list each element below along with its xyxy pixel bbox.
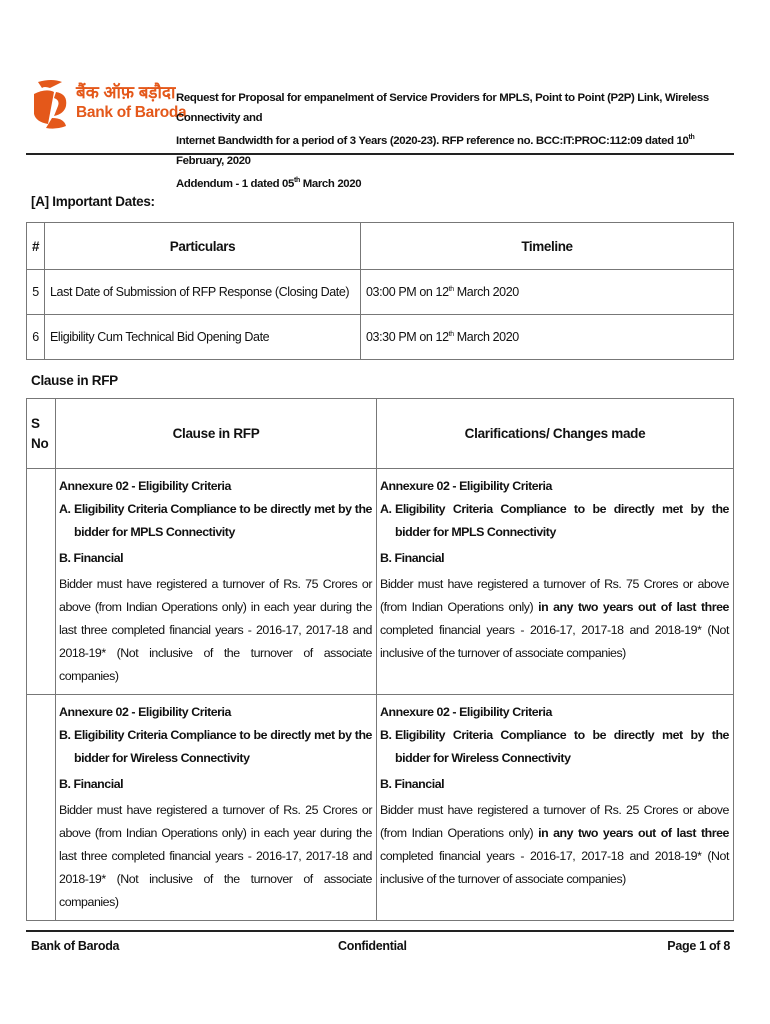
row-particular: Eligibility Cum Technical Bid Opening Date — [45, 315, 361, 360]
document-header — [176, 88, 732, 194]
clause-caption: Clause in RFP — [31, 373, 118, 388]
row-timeline: 03:30 PM on 12th March 2020 — [361, 315, 734, 360]
clause-table — [26, 398, 734, 921]
row-num: 6 — [27, 315, 45, 360]
table-header-row — [27, 399, 734, 469]
header-line-1: Request for Proposal for empanelment of Service Providers for MPLS, Point to Point (P2P) Link, Wireless Connectivity and — [176, 92, 709, 124]
table-row — [27, 270, 734, 315]
col-header-num: # — [27, 223, 45, 270]
footer-confidential: Confidential — [338, 939, 407, 953]
important-dates-title: [A] Important Dates: — [31, 194, 155, 209]
col-header-clause: Clause in RFP — [56, 399, 377, 469]
row-sno — [27, 469, 56, 695]
bank-of-baroda-logo-icon — [32, 78, 70, 130]
table-row — [27, 315, 734, 360]
header-line-2: Internet Bandwidth for a period of 3 Years (2020-23). RFP reference no. BCC:IT:PROC:112:09 dated 10th February, 2020 — [176, 134, 695, 167]
row-timeline: 03:00 PM on 12th March 2020 — [361, 270, 734, 315]
table-header-row — [27, 223, 734, 270]
footer-page-number: Page 1 of 8 — [667, 939, 730, 953]
row-particular: Last Date of Submission of RFP Response (Closing Date) — [45, 270, 361, 315]
header-divider — [26, 153, 734, 155]
clause-original: Annexure 02 - Eligibility Criteria B. Eligibility Criteria Compliance to be directly met by the bidder for Wireless Connectivity B. Financial Bidder must have registered a turnover of Rs. 25 Crores or above (from Indian Operations only) in each year during the last three completed financial years - 2016-17, 2017-18 and 2018-19* (Not inclusive of the turnover of associate companies) — [56, 695, 377, 921]
footer-bank-name: Bank of Baroda — [31, 939, 120, 953]
clause-original: Annexure 02 - Eligibility Criteria A. Eligibility Criteria Compliance to be directly met by the bidder for MPLS Connectivity B. Financial Bidder must have registered a turnover of Rs. 75 Crores or above (from Indian Operations only) in each year during the last three completed financial years - 2016-17, 2017-18 and 2018-19* (Not inclusive of the turnover of associate companies) — [56, 469, 377, 695]
bank-name-hindi: बैंक ऑफ़ बड़ौदा — [76, 83, 176, 102]
bank-logo — [32, 78, 187, 130]
important-dates-table — [26, 222, 734, 360]
col-header-changes: Clarifications/ Changes made — [377, 399, 734, 469]
clause-change: Annexure 02 - Eligibility Criteria A. Eligibility Criteria Compliance to be directly met by the bidder for MPLS Connectivity B. Financial Bidder must have registered a turnover of Rs. 75 Crores or above (from Indian Operations only) in any two years out of last three completed financial years - 2016-17, 2017-18 and 2018-19* (Not inclusive of the turnover of associate companies) — [377, 469, 734, 695]
row-sno — [27, 695, 56, 921]
col-header-timeline: Timeline — [361, 223, 734, 270]
col-header-sno: S No — [27, 399, 56, 469]
row-num: 5 — [27, 270, 45, 315]
table-row — [27, 469, 734, 695]
col-header-particulars: Particulars — [45, 223, 361, 270]
bank-name-english: Bank of Baroda — [76, 104, 187, 121]
footer-divider — [26, 930, 734, 932]
clause-change: Annexure 02 - Eligibility Criteria B. Eligibility Criteria Compliance to be directly met by the bidder for Wireless Connectivity B. Financial Bidder must have registered a turnover of Rs. 25 Crores or above (from Indian Operations only) in any two years out of last three completed financial years - 2016-17, 2017-18 and 2018-19* (Not inclusive of the turnover of associate companies) — [377, 695, 734, 921]
header-line-3: Addendum - 1 dated 05th March 2020 — [176, 176, 362, 190]
table-row — [27, 695, 734, 921]
